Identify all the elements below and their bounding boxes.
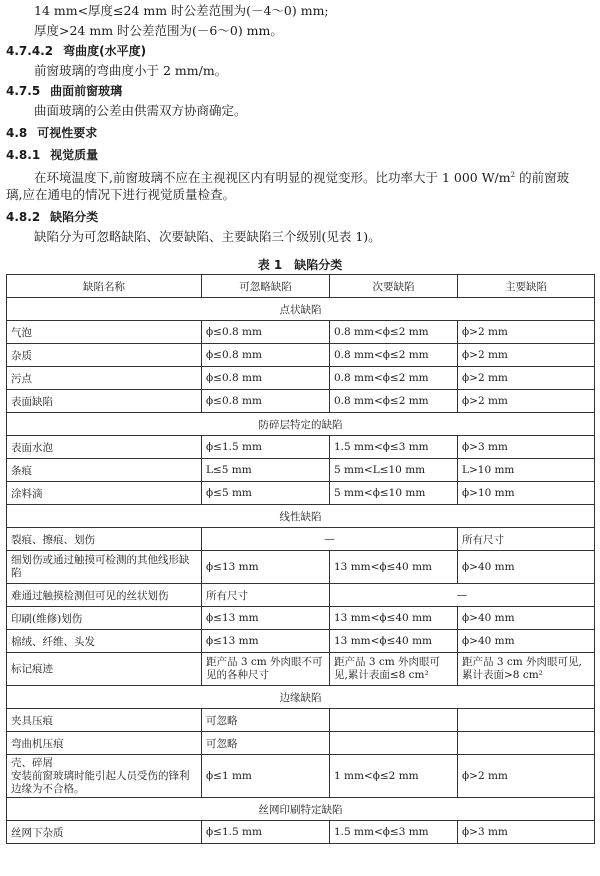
header-cell: 次要缺陷 <box>330 275 458 298</box>
major-cell: 所有尺寸 <box>458 528 595 551</box>
table-row <box>7 732 595 755</box>
header-cell: 主要缺陷 <box>458 275 595 298</box>
negligible-cell: L≤5 mm <box>202 459 330 482</box>
table-row <box>7 482 595 505</box>
negligible-cell: 距产品 3 cm 外肉眼不可见的各种尺寸 <box>202 653 330 686</box>
defect-name: 杂质 <box>7 344 202 367</box>
section-number: 4.8 <box>6 126 28 140</box>
table-row <box>7 528 595 551</box>
section-heading <box>6 208 98 226</box>
minor-cell: 距产品 3 cm 外肉眼可见,累计表面≤8 cm² <box>330 653 458 686</box>
section-text: 曲面玻璃的公差由供需双方协商确定。 <box>34 103 247 118</box>
table-row <box>7 390 595 413</box>
group-title: 点状缺陷 <box>7 298 595 321</box>
group-title: 边缘缺陷 <box>7 686 595 709</box>
minor-cell: 0.8 mm<ϕ≤2 mm <box>330 344 458 367</box>
header-cell: 缺陷名称 <box>7 275 202 298</box>
defect-table <box>6 274 595 844</box>
table-row <box>7 584 595 607</box>
section-text <box>34 166 569 187</box>
negligible-cell: ϕ≤1.5 mm <box>202 821 330 844</box>
defect-name: 气泡 <box>7 321 202 344</box>
table-header-row <box>7 275 595 298</box>
negligible-cell: ϕ≤1.5 mm <box>202 436 330 459</box>
section-title: 曲面前窗玻璃 <box>50 84 123 98</box>
negligible-cell: 可忽略 <box>202 732 330 755</box>
section-text: 缺陷分为可忽略缺陷、次要缺陷、主要缺陷三个级别(见表 1)。 <box>34 229 381 244</box>
section-number: 4.8.2 <box>6 210 41 224</box>
header-cell: 可忽略缺陷 <box>202 275 330 298</box>
group-row <box>7 413 595 436</box>
defect-name: 条痕 <box>7 459 202 482</box>
negligible-cell: ϕ≤0.8 mm <box>202 367 330 390</box>
text-part: 在环境温度下,前窗玻璃不应在主视视区内有明显的视觉变形。比功率大于 1 000 W/m <box>34 170 511 186</box>
defect-name: 难通过触摸检测但可见的丝状划伤 <box>7 584 202 607</box>
merged-cell: — <box>202 528 458 551</box>
defect-name: 表面缺陷 <box>7 390 202 413</box>
negligible-cell: ϕ≤13 mm <box>202 630 330 653</box>
section-title: 弯曲度(水平度) <box>63 44 147 58</box>
major-cell: L>10 mm <box>458 459 595 482</box>
major-cell: 距产品 3 cm 外肉眼可见,累计表面>8 cm² <box>458 653 595 686</box>
minor-cell <box>330 709 458 732</box>
table-row <box>7 344 595 367</box>
table-row <box>7 821 595 844</box>
table-row <box>7 607 595 630</box>
table-caption-number: 表 1 <box>257 258 283 272</box>
section-title: 视觉质量 <box>50 148 99 162</box>
defect-name: 弯曲机压痕 <box>7 732 202 755</box>
minor-cell <box>330 732 458 755</box>
table-row <box>7 709 595 732</box>
minor-cell: 13 mm<ϕ≤40 mm <box>330 630 458 653</box>
section-heading <box>6 146 98 164</box>
minor-cell: 1.5 mm<ϕ≤3 mm <box>330 821 458 844</box>
group-title: 防碎层特定的缺陷 <box>7 413 595 436</box>
defect-name: 表面水泡 <box>7 436 202 459</box>
negligible-cell: ϕ≤5 mm <box>202 482 330 505</box>
major-cell: ϕ>2 mm <box>458 755 595 798</box>
text-part: 的前窗玻 <box>515 170 570 186</box>
negligible-cell: ϕ≤13 mm <box>202 607 330 630</box>
negligible-cell: 可忽略 <box>202 709 330 732</box>
group-title: 线性缺陷 <box>7 505 595 528</box>
major-cell: ϕ>3 mm <box>458 436 595 459</box>
table-row <box>7 436 595 459</box>
section-heading <box>6 82 122 100</box>
group-title: 丝网印刷特定缺陷 <box>7 798 595 821</box>
table-row <box>7 459 595 482</box>
group-row <box>7 798 595 821</box>
negligible-cell: 所有尺寸 <box>202 584 330 607</box>
table-caption <box>0 256 600 273</box>
superscript: 2 <box>510 171 516 179</box>
defect-name: 壳、碎屑 安装前窗玻璃时能引起人员受伤的锋利边缘为不合格。 <box>7 755 202 798</box>
intro-line-2: 厚度>24 mm 时公差范围为(－6～0) mm。 <box>34 23 283 38</box>
defect-name: 丝网下杂质 <box>7 821 202 844</box>
major-cell: ϕ>40 mm <box>458 551 595 584</box>
minor-cell: 0.8 mm<ϕ≤2 mm <box>330 390 458 413</box>
table-row <box>7 630 595 653</box>
major-cell: ϕ>3 mm <box>458 821 595 844</box>
negligible-cell: ϕ≤0.8 mm <box>202 344 330 367</box>
major-cell <box>458 732 595 755</box>
major-cell: ϕ>2 mm <box>458 367 595 390</box>
major-cell <box>458 709 595 732</box>
major-cell: ϕ>40 mm <box>458 607 595 630</box>
major-cell: ϕ>2 mm <box>458 321 595 344</box>
minor-cell: 5 mm<L≤10 mm <box>330 459 458 482</box>
minor-cell: 13 mm<ϕ≤40 mm <box>330 607 458 630</box>
major-cell: ϕ>10 mm <box>458 482 595 505</box>
minor-cell: 0.8 mm<ϕ≤2 mm <box>330 321 458 344</box>
table-row <box>7 653 595 686</box>
major-cell: ϕ>2 mm <box>458 344 595 367</box>
section-title: 缺陷分类 <box>50 210 99 224</box>
defect-name: 棉绒、纤维、头发 <box>7 630 202 653</box>
defect-name: 裂痕、擦痕、划伤 <box>7 528 202 551</box>
section-heading <box>6 42 146 60</box>
section-heading <box>6 124 97 142</box>
defect-name: 污点 <box>7 367 202 390</box>
minor-cell: 5 mm<ϕ≤10 mm <box>330 482 458 505</box>
merged-cell: — <box>330 584 595 607</box>
defect-name: 夹具压痕 <box>7 709 202 732</box>
defect-name: 细划伤或通过触摸可检测的其他线形缺陷 <box>7 551 202 584</box>
minor-cell: 0.8 mm<ϕ≤2 mm <box>330 367 458 390</box>
negligible-cell: ϕ≤1 mm <box>202 755 330 798</box>
section-text-cont: 璃,应在通电的情况下进行视觉质量检查。 <box>6 187 235 202</box>
table-row <box>7 755 595 798</box>
group-row <box>7 686 595 709</box>
section-number: 4.8.1 <box>6 148 41 162</box>
major-cell: ϕ>40 mm <box>458 630 595 653</box>
negligible-cell: ϕ≤0.8 mm <box>202 390 330 413</box>
defect-name: 涂料滴 <box>7 482 202 505</box>
minor-cell: 1 mm<ϕ≤2 mm <box>330 755 458 798</box>
minor-cell: 13 mm<ϕ≤40 mm <box>330 551 458 584</box>
intro-line-1: 14 mm<厚度≤24 mm 时公差范围为(－4～0) mm; <box>34 3 329 18</box>
table-row <box>7 367 595 390</box>
negligible-cell: ϕ≤0.8 mm <box>202 321 330 344</box>
section-number: 4.7.5 <box>6 84 41 98</box>
defect-name: 标记痕迹 <box>7 653 202 686</box>
table-body <box>7 298 595 844</box>
section-number: 4.7.4.2 <box>6 44 54 58</box>
section-text: 前窗玻璃的弯曲度小于 2 mm/m。 <box>34 63 228 78</box>
table-row <box>7 551 595 584</box>
major-cell: ϕ>2 mm <box>458 390 595 413</box>
minor-cell: 1.5 mm<ϕ≤3 mm <box>330 436 458 459</box>
table-caption-title: 缺陷分类 <box>294 258 343 272</box>
defect-name: 印刷(维修)划伤 <box>7 607 202 630</box>
group-row <box>7 298 595 321</box>
group-row <box>7 505 595 528</box>
section-title: 可视性要求 <box>37 126 98 140</box>
table-row <box>7 321 595 344</box>
negligible-cell: ϕ≤13 mm <box>202 551 330 584</box>
